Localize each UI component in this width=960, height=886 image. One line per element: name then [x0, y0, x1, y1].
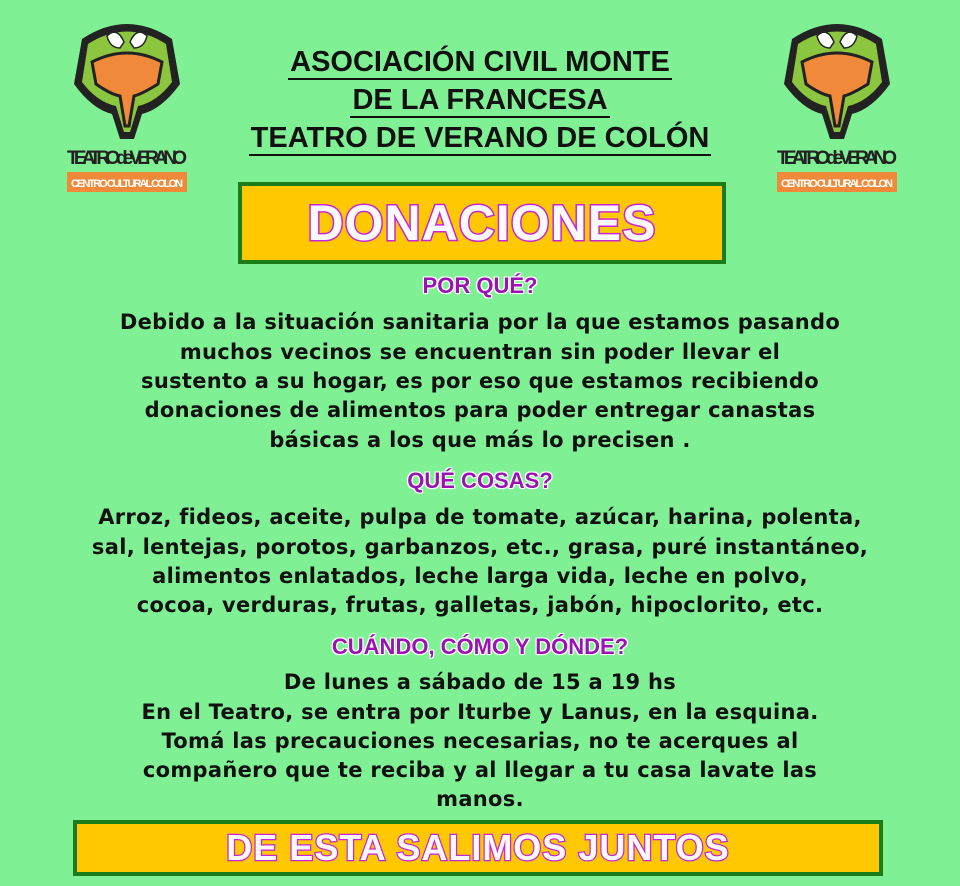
header-line-3 [0, 122, 960, 155]
title-banner [238, 182, 726, 264]
svg-text:TEATRO de VERANO: TEATRO de VERANO [67, 148, 187, 169]
body-line: básicas a los que más lo precisen . [269, 428, 691, 452]
body-line: Arroz, fideos, aceite, pulpa de tomate, azúcar, harina, polenta, [98, 505, 862, 529]
body-line: alimentos enlatados, leche larga vida, leche en polvo, [152, 564, 808, 588]
body-line: Tomá las precauciones necesarias, no te acerques al [161, 729, 799, 753]
section-heading-why: POR QUÉ? [422, 273, 538, 298]
svg-text:CENTRO CULTURAL COLON: CENTRO CULTURAL COLON [71, 178, 183, 190]
section-heading-what: QUÉ COSAS? [407, 468, 553, 493]
header-text: DE LA FRANCESA [352, 84, 608, 116]
body-line: donaciones de alimentos para poder entregar canastas [144, 398, 816, 422]
body-line: Debido a la situación sanitaria por la que estamos pasando [119, 310, 841, 334]
body-line: muchos vecinos se encuentran sin poder llevar el [179, 340, 781, 364]
body-line: sustento a su hogar, es por eso que estamos recibiendo [141, 369, 819, 393]
header-text: ASOCIACIÓN CIVIL MONTE [290, 46, 670, 78]
section-heading-when: CUÁNDO, CÓMO Y DÓNDE? [331, 634, 629, 659]
body-line: En el Teatro, se entra por Iturbe y Lanus, en la esquina. [141, 700, 819, 724]
header-line-2 [0, 84, 960, 117]
body-line: manos. [436, 787, 524, 811]
footer-slogan: DE ESTA SALIMOS JUNTOS [226, 827, 730, 868]
body-line: cocoa, verduras, frutas, galletas, jabón, hipoclorito, etc. [136, 593, 824, 617]
svg-text:TEATRO de VERANO: TEATRO de VERANO [777, 148, 897, 169]
footer-banner [73, 820, 883, 876]
body-line: De lunes a sábado de 15 a 19 hs [283, 670, 677, 694]
header-text: TEATRO DE VERANO DE COLÓN [250, 122, 710, 154]
body-line: sal, lentejas, porotos, garbanzos, etc., grasa, puré instantáneo, [91, 535, 869, 559]
body-line: compañero que te reciba y al llegar a tu casa lavate las [142, 758, 818, 782]
header-line-1 [0, 46, 960, 79]
title: DONACIONES [307, 195, 657, 251]
svg-text:CENTRO CULTURAL COLON: CENTRO CULTURAL COLON [781, 178, 893, 190]
